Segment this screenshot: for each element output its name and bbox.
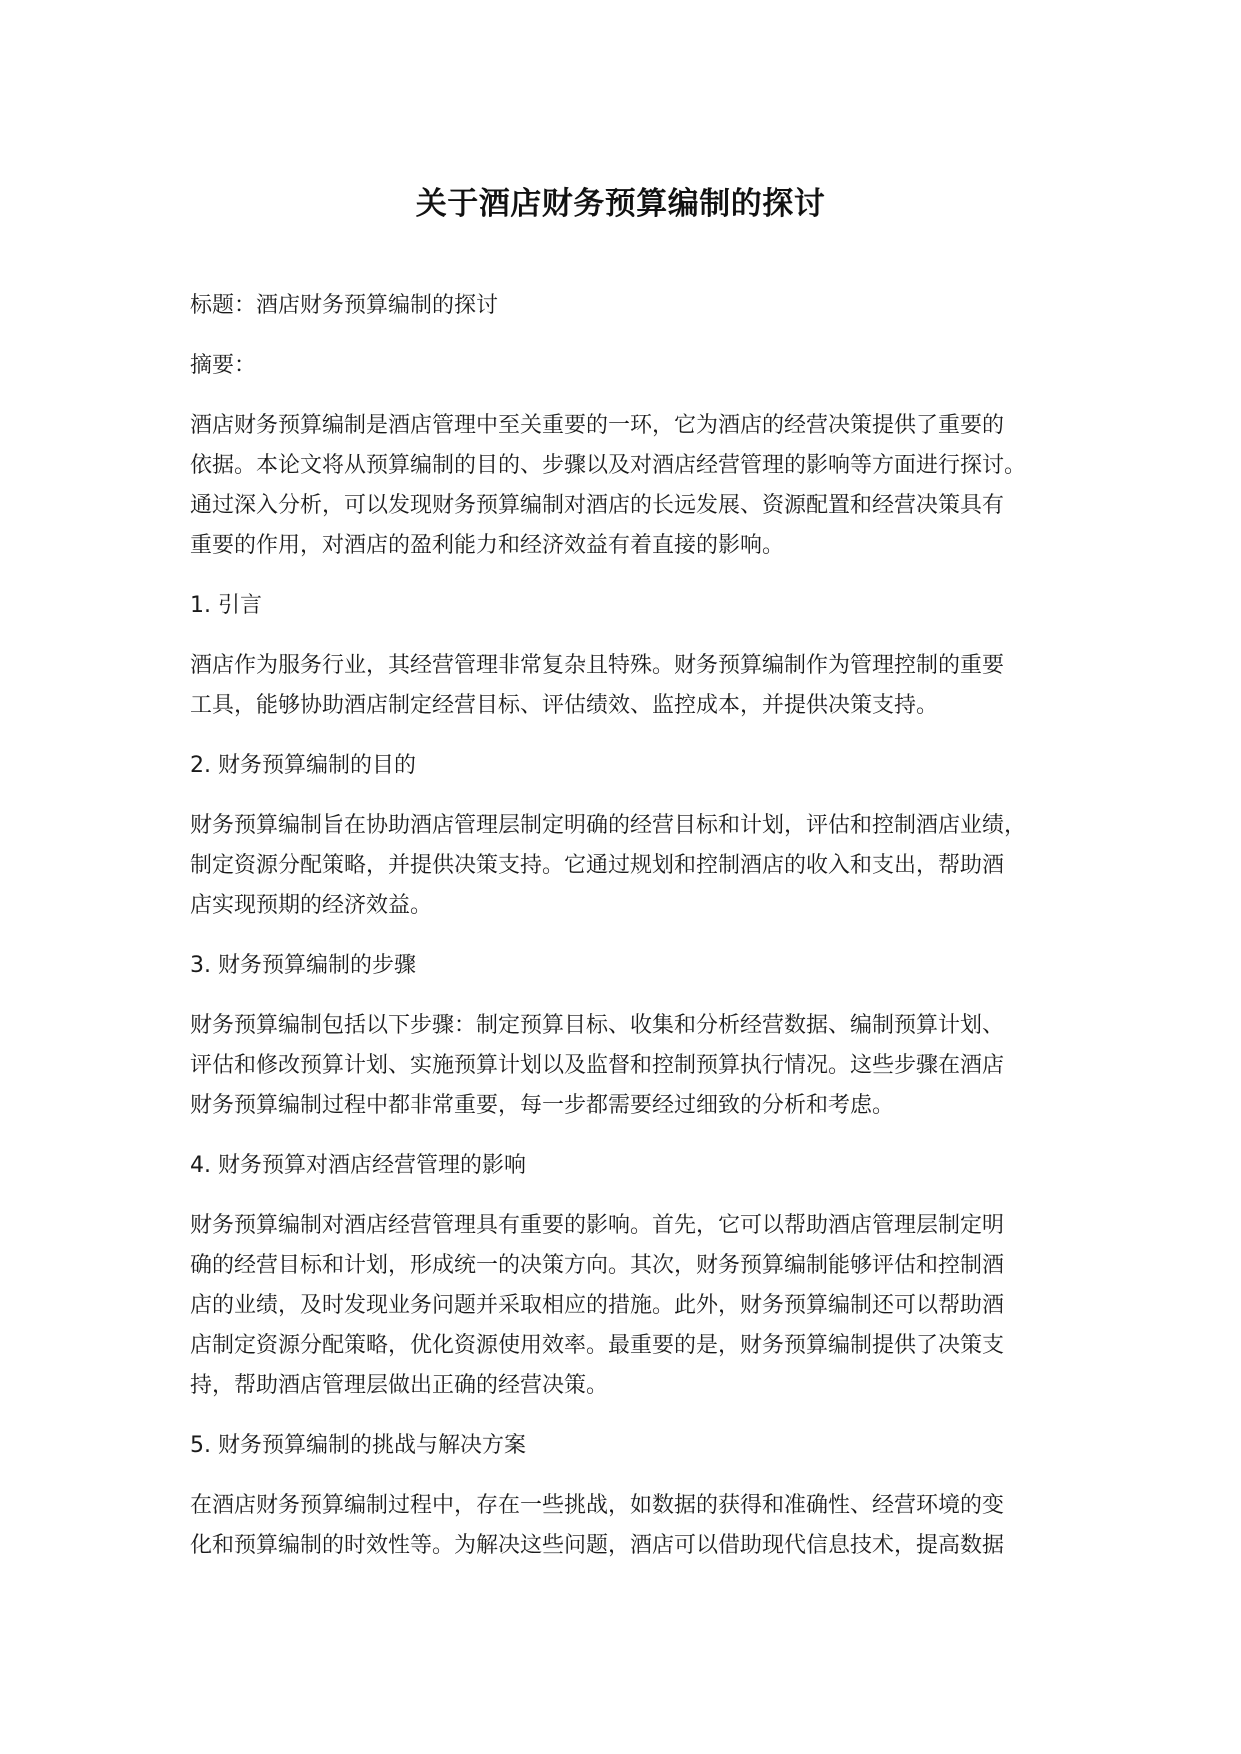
text-line: 酒店财务预算编制是酒店管理中至关重要的一环，它为酒店的经营决策提供了重要的 xyxy=(190,413,1005,438)
text-line: 评估和修改预算计划、实施预算计划以及监督和控制预算执行情况。这些步骤在酒店 xyxy=(190,1053,1005,1078)
paragraph-section-2 xyxy=(190,806,1080,926)
section-heading-1 xyxy=(190,586,1080,626)
text-line: 店制定资源分配策略，优化资源使用效率。最重要的是，财务预算编制提供了决策支 xyxy=(190,1333,1005,1358)
text-line: 店实现预期的经济效益。 xyxy=(190,893,433,918)
paragraph-section-4 xyxy=(190,1206,1080,1406)
text-line: 店的业绩，及时发现业务问题并采取相应的措施。此外，财务预算编制还可以帮助酒 xyxy=(190,1293,1005,1318)
text-line: 确的经营目标和计划，形成统一的决策方向。其次，财务预算编制能够评估和控制酒 xyxy=(190,1253,1005,1278)
text-line: 酒店作为服务行业，其经营管理非常复杂且特殊。财务预算编制作为管理控制的重要 xyxy=(190,653,1005,678)
text-line: 制定资源分配策略，并提供决策支持。它通过规划和控制酒店的收入和支出，帮助酒 xyxy=(190,853,1005,878)
paragraph-abstract-heading xyxy=(190,346,1080,386)
text-line: 财务预算编制过程中都非常重要，每一步都需要经过细致的分析和考虑。 xyxy=(190,1093,895,1118)
text-line: 持，帮助酒店管理层做出正确的经营决策。 xyxy=(190,1373,609,1398)
section-heading-4 xyxy=(190,1146,1080,1186)
text-line: 通过深入分析，可以发现财务预算编制对酒店的长远发展、资源配置和经营决策具有 xyxy=(190,493,1005,518)
text-line: 工具，能够协助酒店制定经营目标、评估绩效、监控成本，并提供决策支持。 xyxy=(190,693,939,718)
text-line: 重要的作用，对酒店的盈利能力和经济效益有着直接的影响。 xyxy=(190,533,785,558)
text-line: 依据。本论文将从预算编制的目的、步骤以及对酒店经营管理的影响等方面进行探讨。 xyxy=(190,453,1027,478)
section-heading-2 xyxy=(190,746,1080,786)
text-line: 化和预算编制的时效性等。为解决这些问题，酒店可以借助现代信息技术，提高数据 xyxy=(190,1533,1005,1558)
text-line: 标题：酒店财务预算编制的探讨 xyxy=(190,293,499,318)
paragraph-abstract xyxy=(190,406,1080,566)
paragraph-title-line xyxy=(190,286,1080,326)
text-line: 在酒店财务预算编制过程中，存在一些挑战，如数据的获得和准确性、经营环境的变 xyxy=(190,1493,1005,1518)
text-line: 2. 财务预算编制的目的 xyxy=(190,753,416,778)
text-line: 5. 财务预算编制的挑战与解决方案 xyxy=(190,1433,526,1458)
paragraph-section-3 xyxy=(190,1006,1080,1126)
document-body xyxy=(190,286,1080,1586)
paragraph-section-1 xyxy=(190,646,1080,726)
document-title: 关于酒店财务预算编制的探讨 xyxy=(415,186,826,222)
section-heading-3 xyxy=(190,946,1080,986)
paragraph-section-5 xyxy=(190,1486,1080,1566)
text-line: 摘要： xyxy=(190,353,257,378)
text-line: 3. 财务预算编制的步骤 xyxy=(190,953,416,978)
text-line: 财务预算编制旨在协助酒店管理层制定明确的经营目标和计划，评估和控制酒店业绩， xyxy=(190,813,1027,838)
text-line: 财务预算编制包括以下步骤：制定预算目标、收集和分析经营数据、编制预算计划、 xyxy=(190,1013,1005,1038)
section-heading-5 xyxy=(190,1426,1080,1466)
text-line: 4. 财务预算对酒店经营管理的影响 xyxy=(190,1153,526,1178)
text-line: 财务预算编制对酒店经营管理具有重要的影响。首先，它可以帮助酒店管理层制定明 xyxy=(190,1213,1005,1238)
text-line: 1. 引言 xyxy=(190,593,262,618)
